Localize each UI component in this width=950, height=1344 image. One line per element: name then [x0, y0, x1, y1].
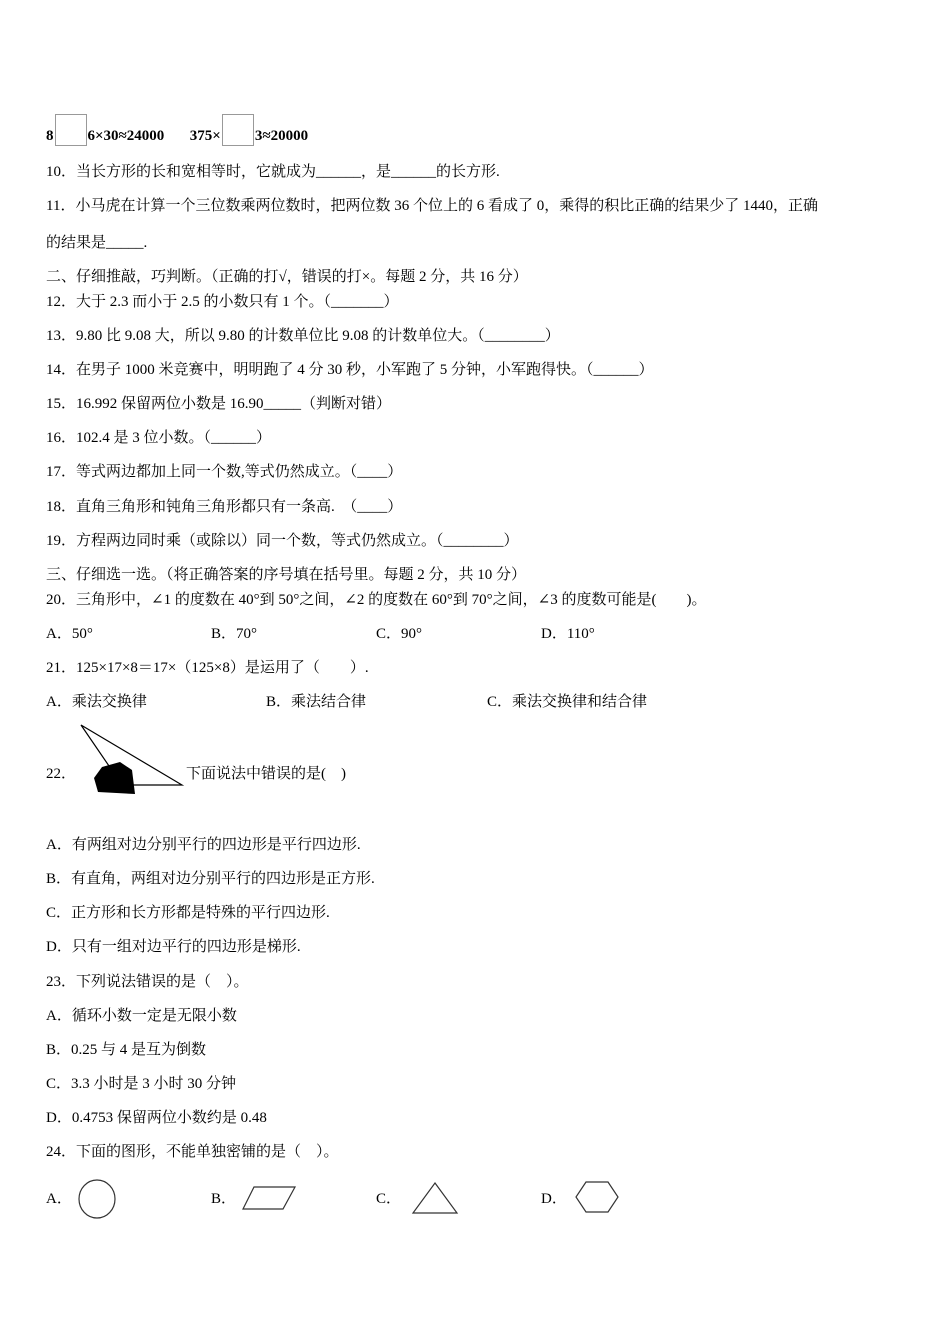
q23-option-a[interactable]: A．循环小数一定是无限小数	[46, 1008, 237, 1024]
question-23: 23．下列说法错误的是（ ）。	[46, 974, 249, 990]
question-15: 15．16.992 保留两位小数是 16.90_____（判断对错）	[46, 396, 392, 412]
q23-option-b[interactable]: B．0.25 与 4 是互为倒数	[46, 1042, 207, 1058]
q20-option-b[interactable]: B．70°	[211, 626, 258, 642]
q20-option-d[interactable]: D．110°	[541, 626, 595, 642]
question-24: 24．下面的图形，不能单独密铺的是（ ）。	[46, 1144, 339, 1160]
q24-option-b[interactable]: B．	[211, 1191, 237, 1207]
q9-part-a-suffix: 6×30≈24000	[87, 128, 165, 144]
q22-figure	[78, 722, 186, 798]
q22-option-d[interactable]: D．只有一组对边平行的四边形是梯形.	[46, 939, 301, 955]
q9-part-b-prefix: 375×	[189, 128, 221, 144]
q20-option-a[interactable]: A．50°	[46, 626, 93, 642]
question-19: 19．方程两边同时乘（或除以）同一个数，等式仍然成立。（________）	[46, 533, 519, 549]
answer-box[interactable]	[222, 114, 254, 146]
triangle-icon	[410, 1180, 460, 1216]
q22-option-b[interactable]: B．有直角，两组对边分别平行的四边形是正方形.	[46, 871, 375, 887]
q22-option-c[interactable]: C．正方形和长方形都是特殊的平行四边形.	[46, 905, 330, 921]
question-11-line1: 11．小马虎在计算一个三位数乘两位数时，把两位数 36 个位上的 6 看成了 0，乘得的积比正确的结果少了 1440，正确	[46, 198, 818, 214]
q21-option-c[interactable]: C．乘法交换律和结合律	[487, 694, 648, 710]
question-14: 14．在男子 1000 米竞赛中，明明跑了 4 分 30 秒，小军跑了 5 分钟，小军跑得快。（______）	[46, 362, 654, 378]
q21-option-a[interactable]: A．乘法交换律	[46, 694, 147, 710]
answer-box[interactable]	[55, 114, 87, 146]
parallelogram-icon	[240, 1184, 298, 1212]
q24-option-a[interactable]: A．	[46, 1191, 72, 1207]
q21-option-b[interactable]: B．乘法结合律	[266, 694, 367, 710]
question-16: 16．102.4 是 3 位小数。（______）	[46, 430, 272, 446]
question-17: 17．等式两边都加上同一个数,等式仍然成立。（____）	[46, 464, 403, 480]
question-21: 21．125×17×8＝17×（125×8）是运用了（ ）.	[46, 660, 369, 676]
pentagon-shape	[94, 762, 135, 794]
question-11-line2: 的结果是_____.	[46, 235, 148, 251]
question-22-text: 下面说法中错误的是( )	[186, 766, 346, 782]
q22-option-a[interactable]: A．有两组对边分别平行的四边形是平行四边形.	[46, 837, 361, 853]
section-2-heading: 二、仔细推敲，巧判断。（正确的打√，错误的打×。每题 2 分，共 16 分）	[46, 269, 528, 285]
q20-option-c[interactable]: C．90°	[376, 626, 423, 642]
question-9	[46, 114, 308, 146]
circle-icon	[77, 1178, 117, 1220]
section-3-heading: 三、仔细选一选。（将正确答案的序号填在括号里。每题 2 分，共 10 分）	[46, 567, 527, 583]
question-18: 18．直角三角形和钝角三角形都只有一条高. （____）	[46, 499, 403, 515]
question-20: 20．三角形中，∠1 的度数在 40°到 50°之间，∠2 的度数在 60°到 70°之间，∠3 的度数可能是( )。	[46, 592, 707, 608]
q9-part-b-suffix: 3≈20000	[254, 128, 309, 144]
q23-option-d[interactable]: D．0.4753 保留两位小数约是 0.48	[46, 1110, 267, 1126]
q9-part-a-prefix: 8	[46, 128, 54, 144]
question-13: 13．9.80 比 9.08 大，所以 9.80 的计数单位比 9.08 的计数单位大。（________）	[46, 328, 560, 344]
hexagon-icon	[574, 1180, 620, 1214]
q24-option-c[interactable]: C．	[376, 1191, 402, 1207]
q24-option-d[interactable]: D．	[541, 1191, 567, 1207]
q23-option-c[interactable]: C．3.3 小时是 3 小时 30 分钟	[46, 1076, 237, 1092]
question-10: 10．当长方形的长和宽相等时，它就成为______，是______的长方形.	[46, 164, 500, 180]
question-12: 12．大于 2.3 而小于 2.5 的小数只有 1 个。（_______）	[46, 294, 399, 310]
question-22-number: 22．	[46, 766, 77, 782]
